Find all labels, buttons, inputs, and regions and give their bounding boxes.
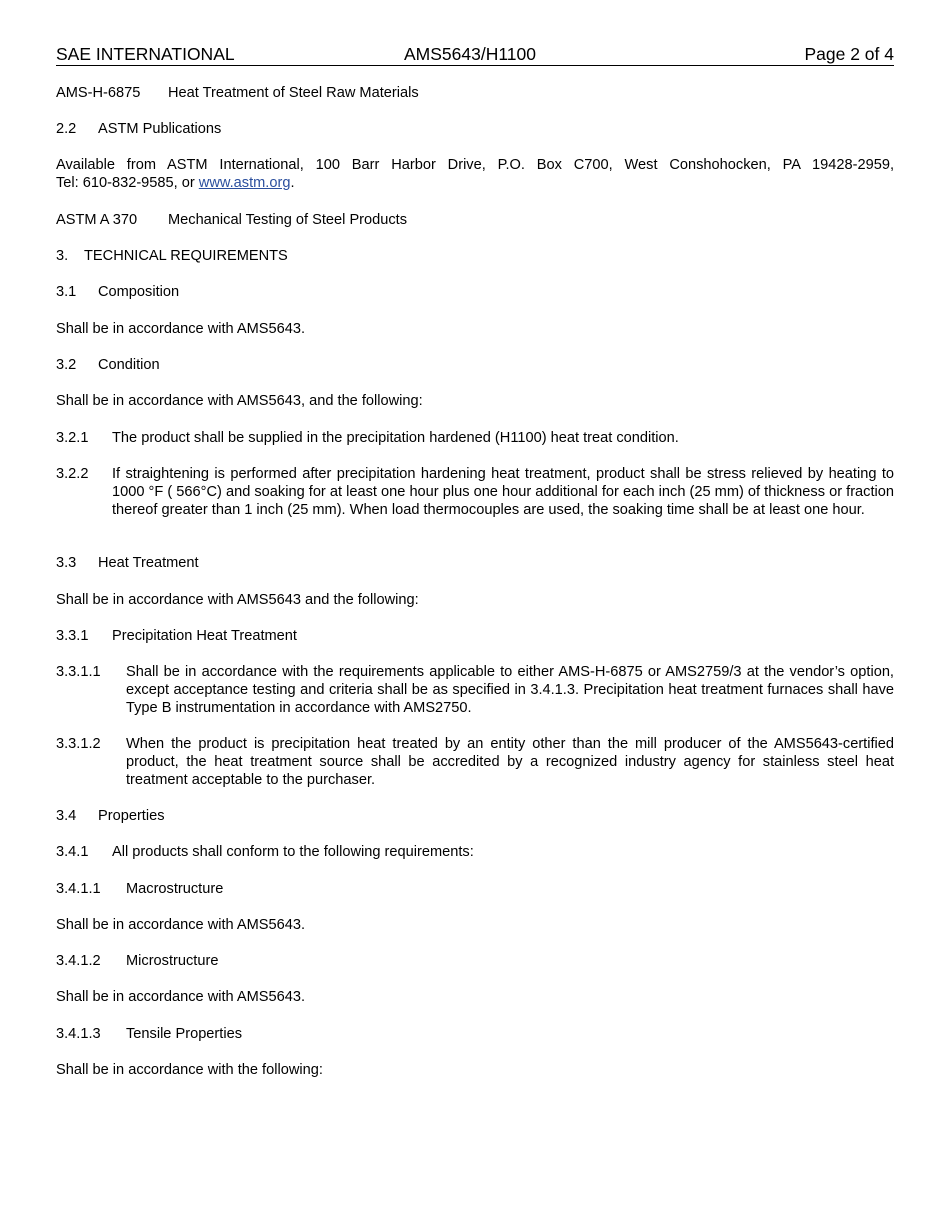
section-number: 3.4.1.3 bbox=[56, 1026, 101, 1042]
section-heading-3-3-1 bbox=[56, 627, 297, 645]
clause-text: The product shall be supplied in the precipitation hardened (H1100) heat treat condition. bbox=[112, 430, 679, 446]
section-body-3-4-1-1: Shall be in accordance with AMS5643. bbox=[56, 917, 306, 933]
section-number: 3.3 bbox=[56, 555, 77, 571]
section-number: 3.3.1 bbox=[56, 628, 89, 644]
section-number: 3.1 bbox=[56, 284, 77, 300]
section-heading-3-3 bbox=[56, 554, 199, 572]
clause-number: 3.3.1.2 bbox=[56, 736, 101, 752]
clause-3-2-1 bbox=[56, 429, 679, 447]
clause-number: 3.4.1 bbox=[56, 844, 89, 860]
section-title: Condition bbox=[98, 357, 160, 373]
clause-3-4-1 bbox=[56, 843, 474, 861]
section-heading-3-4-1-3 bbox=[56, 1025, 242, 1043]
section-title: ASTM Publications bbox=[98, 121, 222, 137]
astm-availability-line-1: Available from ASTM International, 100 Barr Harbor Drive, P.O. Box C700, West Conshohocken, PA 19428-2959, bbox=[56, 157, 894, 173]
section-heading-3-4-1-1 bbox=[56, 880, 223, 898]
section-title: Properties bbox=[98, 808, 165, 824]
section-body-3-1: Shall be in accordance with AMS5643. bbox=[56, 321, 306, 337]
reference-astm-a370 bbox=[56, 211, 407, 229]
section-heading-3 bbox=[56, 247, 288, 265]
reference-title: Mechanical Testing of Steel Products bbox=[168, 212, 408, 228]
section-body-3-4-1-3: Shall be in accordance with the following: bbox=[56, 1062, 323, 1078]
header-doc-id: AMS5643/H1100 bbox=[404, 44, 536, 64]
clause-text: If straightening is performed after precipitation hardening heat treatment, product shall be stress relieved by heating to 1000 °F ( 566°C) and soaking for at least one hour plus one hour additional for each inch (25 mm) of thickness or fraction thereof greater than 1 inch (25 mm). When load thermocouples are used, the soaking time shall be at least one hour. bbox=[112, 466, 894, 518]
section-title: Composition bbox=[98, 284, 180, 300]
clause-number: 3.3.1.1 bbox=[56, 664, 101, 680]
section-number: 3.4.1.2 bbox=[56, 953, 101, 969]
section-title: Macrostructure bbox=[126, 881, 224, 897]
section-title: Microstructure bbox=[126, 953, 219, 969]
section-number: 3. bbox=[56, 248, 69, 264]
section-heading-3-4-1-2 bbox=[56, 952, 218, 970]
section-number: 3.4.1.1 bbox=[56, 881, 101, 897]
header-page-number: Page 2 of 4 bbox=[804, 44, 894, 64]
section-title: Precipitation Heat Treatment bbox=[112, 628, 297, 644]
section-body-3-2: Shall be in accordance with AMS5643, and the following: bbox=[56, 393, 423, 409]
clause-text: When the product is precipitation heat treated by an entity other than the mill producer of the AMS5643-certified product, the heat treatment source shall be accredited by a recognized industry agency for stainless steel heat treatment acceptable to the purchaser. bbox=[126, 736, 894, 788]
section-title: Heat Treatment bbox=[98, 555, 199, 571]
section-body-3-3: Shall be in accordance with AMS5643 and the following: bbox=[56, 592, 419, 608]
section-title: TECHNICAL REQUIREMENTS bbox=[84, 248, 288, 264]
astm-availability-line-2: Tel: 610-832-9585, or www.astm.org. bbox=[56, 175, 295, 191]
section-heading-3-4 bbox=[56, 807, 165, 825]
section-number: 3.2 bbox=[56, 357, 77, 373]
page-header bbox=[56, 44, 894, 66]
section-title: Tensile Properties bbox=[126, 1026, 242, 1042]
section-heading-2-2 bbox=[56, 120, 221, 138]
section-heading-3-2 bbox=[56, 356, 160, 374]
reference-code: AMS-H-6875 bbox=[56, 85, 141, 101]
section-number: 2.2 bbox=[56, 121, 77, 137]
header-org: SAE INTERNATIONAL bbox=[56, 44, 235, 64]
clause-text: Shall be in accordance with the requirements applicable to either AMS-H-6875 or AMS2759/3 at the vendor’s option, except acceptance testing and criteria shall be as specified in 3.4.1.3. Precipitation heat treatment furnaces shall have Type B instrumentation in accordance with AMS2750. bbox=[126, 664, 894, 716]
clause-number: 3.2.1 bbox=[56, 430, 89, 446]
astm-website-link[interactable]: www.astm.org bbox=[198, 175, 291, 191]
reference-code: ASTM A 370 bbox=[56, 212, 138, 228]
clause-text: All products shall conform to the following requirements: bbox=[112, 844, 474, 860]
section-number: 3.4 bbox=[56, 808, 77, 824]
section-body-3-4-1-2: Shall be in accordance with AMS5643. bbox=[56, 989, 306, 1005]
reference-ams-h-6875 bbox=[56, 84, 419, 102]
section-heading-3-1 bbox=[56, 283, 179, 301]
clause-number: 3.2.2 bbox=[56, 466, 89, 482]
reference-title: Heat Treatment of Steel Raw Materials bbox=[168, 85, 419, 101]
